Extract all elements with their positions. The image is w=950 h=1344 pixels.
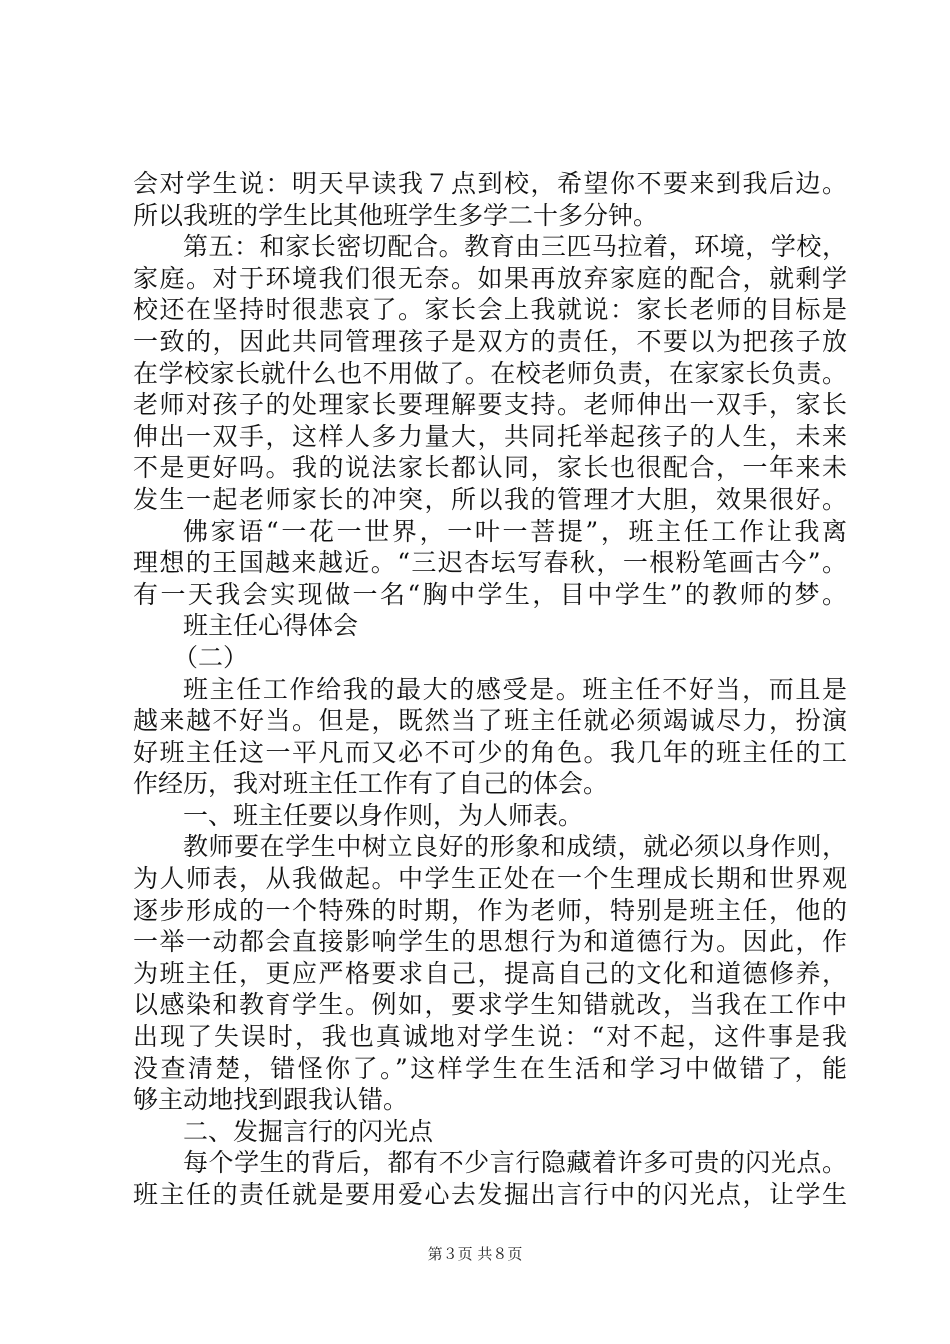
text-line: 越来越不好当。但是，既然当了班主任就必须竭诚尽力，扮演 [133,706,847,736]
paragraph-start-line: 教师要在学生中树立良好的形象和成绩，就必须以身作则， [183,832,847,862]
text-line: 理想的王国越来越近。“三迟杏坛写春秋，一根粉笔画古今”。 [133,548,847,578]
text-line: 一举一动都会直接影响学生的思想行为和道德行为。因此，作 [133,927,847,957]
text-line: 不是更好吗。我的说法家长都认同，家长也很配合，一年来未 [133,453,847,483]
text-line: 有一天我会实现做一名“胸中学生，目中学生”的教师的梦。 [133,579,847,609]
text-line: 为人师表，从我做起。中学生正处在一个生理成长期和世界观 [133,864,847,894]
text-line: 在学校家长就什么也不用做了。在校老师负责，在家家长负责。 [133,358,847,388]
section-number: （二） [173,642,249,672]
text-line: 会对学生说：明天早读我７点到校，希望你不要来到我后边。 [133,169,847,198]
text-line: 好班主任这一平凡而又必不可少的角色。我几年的班主任的工 [133,737,847,767]
text-line: 所以我班的学生比其他班学生多学二十多分钟。 [133,200,659,230]
text-line: 为班主任，更应严格要求自己，提高自己的文化和道德修养， [133,958,847,988]
text-line: 校还在坚持时很悲哀了。家长会上我就说：家长老师的目标是 [133,295,847,325]
page-number-footer: 第３页 共８页 [427,1245,523,1263]
text-line: 逐步形成的一个特殊的时期，作为老师，特别是班主任，他的 [133,895,847,925]
paragraph-start-line: 第五：和家长密切配合。教育由三匹马拉着，环境，学校， [183,232,847,262]
text-line: 作经历，我对班主任工作有了自己的体会。 [133,769,609,799]
text-line: 发生一起老师家长的冲突，所以我的管理才大胆，效果很好。 [133,484,847,514]
subheading: 二、发掘言行的闪光点 [183,1116,434,1146]
section-title: 班主任心得体会 [183,611,359,641]
document-body [133,168,847,1211]
text-line: 伸出一双手，这样人多力量大，共同托举起孩子的人生，未来 [133,421,847,451]
paragraph-start-line: 每个学生的背后，都有不少言行隐藏着许多可贵的闪光点。 [183,1148,847,1178]
subheading: 一、班主任要以身作则，为人师表。 [183,800,584,830]
text-line: 班主任的责任就是要用爱心去发掘出言行中的闪光点，让学生 [133,1180,847,1209]
text-line: 出现了失误时，我也真诚地对学生说：“对不起，这件事是我 [133,1022,847,1052]
text-line: 一致的，因此共同管理孩子是双方的责任，不要以为把孩子放 [133,326,847,356]
text-line: 以感染和教育学生。例如，要求学生知错就改，当我在工作中 [133,990,847,1020]
text-line: 够主动地找到跟我认错。 [133,1085,409,1115]
paragraph-start-line: 班主任工作给我的最大的感受是。班主任不好当，而且是 [183,674,847,704]
text-line: 老师对孩子的处理家长要理解要支持。老师伸出一双手，家长 [133,390,847,420]
paragraph-start-line: 佛家语“一花一世界，一叶一菩提”，班主任工作让我离 [183,516,847,546]
text-line: 没查清楚，错怪你了。”这样学生在生活和学习中做错了，能 [133,1053,847,1083]
text-line: 家庭。对于环境我们很无奈。如果再放弃家庭的配合，就剩学 [133,263,847,293]
